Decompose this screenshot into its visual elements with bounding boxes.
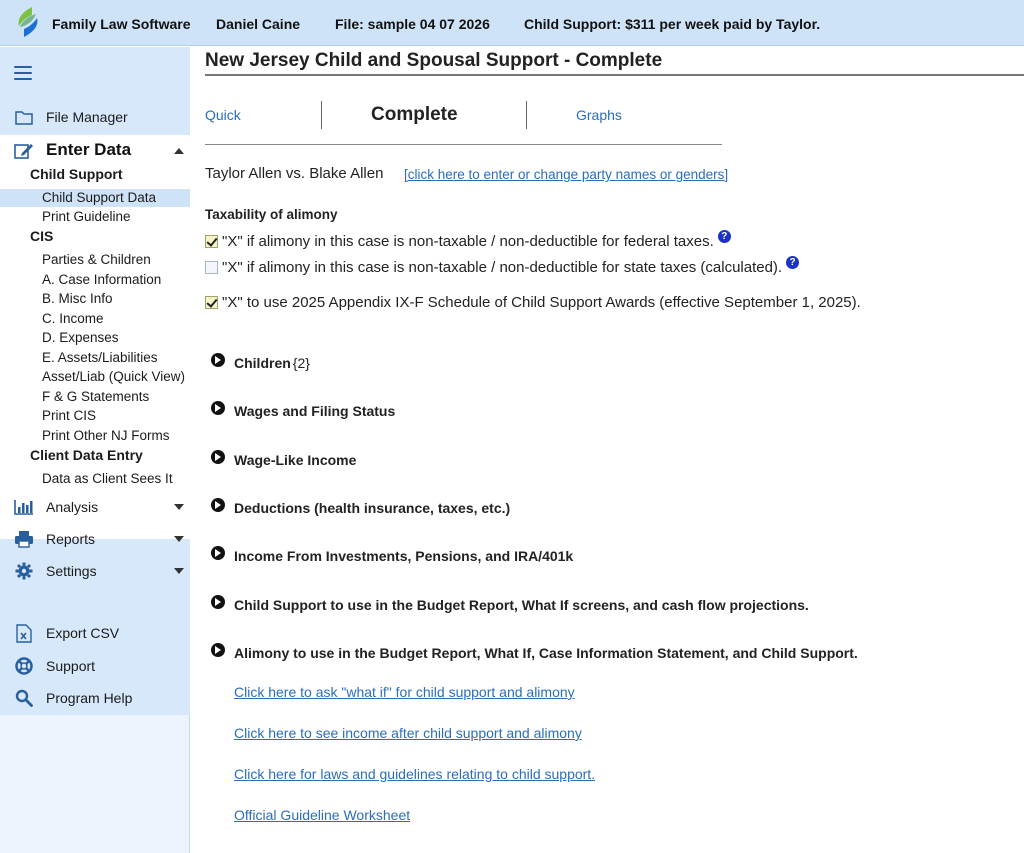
section-investment-income[interactable]: Income From Investments, Pensions, and IRA/401k xyxy=(211,546,573,566)
sidebar-item-program-help[interactable]: Program Help xyxy=(0,685,190,711)
sidebar xyxy=(0,47,190,853)
sidebar-item-misc-info[interactable]: B. Misc Info xyxy=(42,291,113,306)
taxability-heading: Taxability of alimony xyxy=(205,207,338,222)
tab-bar xyxy=(205,99,722,145)
expand-caret-icon[interactable] xyxy=(174,568,184,574)
edit-parties-link[interactable]: [click here to enter or change party names or genders] xyxy=(404,167,729,182)
expand-caret-icon[interactable] xyxy=(174,536,184,542)
expand-arrow-icon xyxy=(211,498,225,512)
sidebar-item-asset-liab-quick-view[interactable]: Asset/Liab (Quick View) xyxy=(42,369,186,384)
appendix-schedule-checkbox[interactable] xyxy=(205,296,218,309)
sidebar-item-parties-children[interactable]: Parties & Children xyxy=(42,252,151,267)
state-taxes-option: "X" if alimony in this case is non-taxable / non-deductible for state taxes (calculated). ? xyxy=(205,258,799,276)
children-count: {2} xyxy=(292,355,310,371)
file-name: File: sample 04 07 2026 xyxy=(335,16,490,32)
federal-nontaxable-checkbox[interactable] xyxy=(205,235,218,248)
sidebar-item-case-information[interactable]: A. Case Information xyxy=(42,272,162,287)
search-icon xyxy=(14,689,34,707)
section-children[interactable]: Children {2} xyxy=(211,353,310,373)
laws-guidelines-link[interactable]: Click here for laws and guidelines relating to child support. xyxy=(234,766,596,782)
sidebar-item-print-guideline[interactable]: Print Guideline xyxy=(42,209,131,224)
lifebuoy-icon xyxy=(14,657,34,675)
sidebar-item-data-as-client-sees-it[interactable]: Data as Client Sees It xyxy=(42,471,173,486)
sidebar-item-settings[interactable]: Settings xyxy=(0,558,190,584)
sidebar-item-assets-liabilities[interactable]: E. Assets/Liabilities xyxy=(42,350,158,365)
expand-arrow-icon xyxy=(211,595,225,609)
expand-arrow-icon xyxy=(211,353,225,367)
sidebar-item-file-manager[interactable]: File Manager xyxy=(0,104,190,130)
tab-graphs[interactable]: Graphs xyxy=(576,107,622,123)
edit-icon xyxy=(14,142,34,165)
sidebar-item-export-csv[interactable]: Export CSV xyxy=(0,620,190,646)
expand-arrow-icon xyxy=(211,450,225,464)
section-wages-filing-status[interactable]: Wages and Filing Status xyxy=(211,401,395,421)
cis-heading: CIS xyxy=(30,228,54,244)
sidebar-item-enter-data[interactable]: Enter Data xyxy=(0,140,190,164)
guideline-worksheet-link[interactable]: Official Guideline Worksheet xyxy=(234,807,411,823)
top-bar xyxy=(0,0,1024,46)
sidebar-item-child-support-data[interactable]: Child Support Data xyxy=(0,189,190,207)
bar-chart-icon xyxy=(14,498,34,516)
folder-icon xyxy=(14,108,34,126)
support-summary: Child Support: $311 per week paid by Taylor. xyxy=(524,16,821,32)
gear-icon xyxy=(14,562,34,580)
client-data-entry-heading: Client Data Entry xyxy=(30,447,143,463)
page-title: New Jersey Child and Spousal Support - Complete xyxy=(205,50,663,71)
csv-file-icon xyxy=(14,624,34,642)
section-child-support-budget[interactable]: Child Support to use in the Budget Report, What If screens, and cash flow projections. xyxy=(211,595,809,615)
sidebar-item-analysis[interactable]: Analysis xyxy=(0,494,190,520)
expand-arrow-icon xyxy=(211,401,225,415)
party-names: Taylor Allen vs. Blake Allen xyxy=(205,165,384,182)
section-wage-like-income[interactable]: Wage-Like Income xyxy=(211,450,356,470)
sidebar-item-support[interactable]: Support xyxy=(0,653,190,679)
user-name: Daniel Caine xyxy=(216,16,301,32)
main-content xyxy=(191,47,1024,853)
what-if-link[interactable]: Click here to ask "what if" for child support and alimony xyxy=(234,684,575,700)
app-name: Family Law Software xyxy=(52,16,191,32)
tab-quick[interactable]: Quick xyxy=(205,107,241,123)
printer-icon xyxy=(14,530,34,548)
menu-icon[interactable] xyxy=(14,66,32,80)
child-support-heading: Child Support xyxy=(30,166,123,182)
sidebar-item-reports[interactable]: Reports xyxy=(0,526,190,552)
title-divider xyxy=(205,74,1024,76)
section-alimony-budget[interactable]: Alimony to use in the Budget Report, What If, Case Information Statement, and Child Support. xyxy=(211,643,858,663)
app-logo-icon xyxy=(14,6,42,38)
sidebar-item-income[interactable]: C. Income xyxy=(42,311,104,326)
sidebar-item-print-cis[interactable]: Print CIS xyxy=(42,408,97,423)
income-after-support-link[interactable]: Click here to see income after child support and alimony xyxy=(234,725,582,741)
sidebar-item-fg-statements[interactable]: F & G Statements xyxy=(42,389,150,404)
state-nontaxable-checkbox[interactable] xyxy=(205,261,218,274)
federal-taxes-option: "X" if alimony in this case is non-taxable / non-deductible for federal taxes. ? xyxy=(205,232,731,250)
appendix-schedule-option: "X" to use 2025 Appendix IX-F Schedule of Child Support Awards (effective September 1, 2025). xyxy=(205,293,861,311)
tab-complete[interactable]: Complete xyxy=(371,104,458,125)
expand-caret-icon[interactable] xyxy=(174,504,184,510)
expand-arrow-icon xyxy=(211,643,225,657)
help-icon[interactable]: ? xyxy=(786,256,799,269)
expand-arrow-icon xyxy=(211,546,225,560)
sidebar-item-print-other-nj-forms[interactable]: Print Other NJ Forms xyxy=(42,428,170,443)
section-deductions[interactable]: Deductions (health insurance, taxes, etc.) xyxy=(211,498,510,518)
help-icon[interactable]: ? xyxy=(718,230,731,243)
collapse-caret-icon[interactable] xyxy=(174,148,184,154)
sidebar-item-expenses[interactable]: D. Expenses xyxy=(42,330,119,345)
